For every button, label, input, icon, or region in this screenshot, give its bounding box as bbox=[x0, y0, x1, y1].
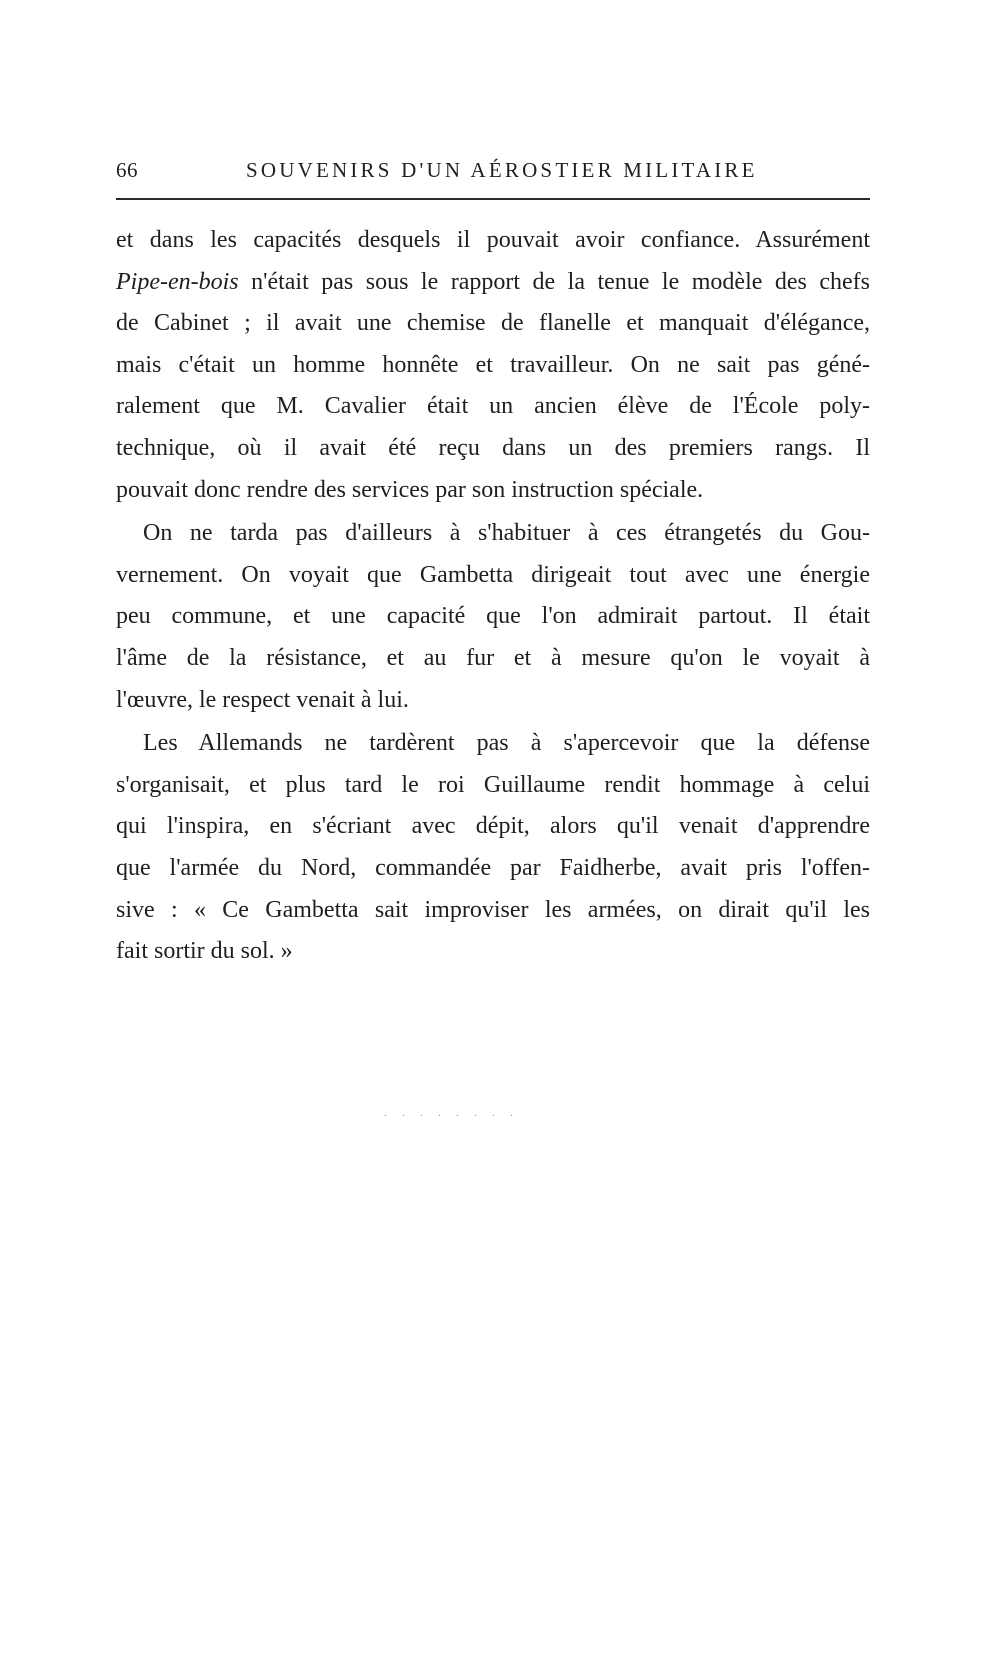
text-line: fait sortir du sol. » bbox=[116, 938, 293, 965]
text-line: l'âme de la résistance, et au fur et à mesure qu'on le voyait à bbox=[116, 644, 870, 671]
text-line: Les Allemands ne tardèrent pas à s'apercevoir que la défense bbox=[143, 730, 870, 757]
text-line: et dans les capacités desquels il pouvait avoir confiance. Assurément bbox=[116, 227, 870, 253]
text-line: sive : « Ce Gambetta sait improviser les armées, on dirait qu'il les bbox=[116, 896, 870, 923]
text-line: s'organisait, et plus tard le roi Guillaume rendit hommage à celui bbox=[116, 771, 870, 798]
text-line: que l'armée du Nord, commandée par Faidherbe, avait pris l'offen- bbox=[116, 854, 870, 881]
page-number: 66 bbox=[116, 158, 138, 182]
text-line: On ne tarda pas d'ailleurs à s'habituer à ces étrangetés du Gou- bbox=[143, 520, 870, 547]
text-line: l'œuvre, le respect venait à lui. bbox=[116, 686, 409, 713]
header-rule bbox=[116, 198, 870, 200]
text-line: technique, où il avait été reçu dans un des premiers rangs. Il bbox=[116, 434, 870, 461]
section-ornament: . . . . . . . . bbox=[384, 1105, 519, 1119]
paragraph-3 bbox=[116, 723, 870, 973]
paragraph-1 bbox=[116, 220, 870, 511]
running-title: SOUVENIRS D'UN AÉROSTIER MILITAIRE bbox=[246, 158, 758, 182]
text-line: peu commune, et une capacité que l'on admirait partout. Il était bbox=[116, 603, 870, 630]
text-line bbox=[116, 262, 870, 304]
text-line: ralement que M. Cavalier était un ancien élève de l'École poly- bbox=[116, 393, 870, 420]
running-head bbox=[116, 150, 870, 190]
text-line: de Cabinet ; il avait une chemise de flanelle et manquait d'élégance, bbox=[116, 310, 870, 337]
paragraph-2 bbox=[116, 513, 870, 721]
text-fragment: n'était pas sous le rapport de la tenue le modèle des chefs bbox=[238, 268, 870, 295]
text-line: pouvait donc rendre des services par son instruction spéciale. bbox=[116, 476, 704, 503]
text-line: vernement. On voyait que Gambetta dirigeait tout avec une énergie bbox=[116, 561, 870, 588]
body-text bbox=[116, 220, 870, 973]
text-line: mais c'était un homme honnête et travailleur. On ne sait pas géné- bbox=[116, 351, 870, 378]
italic-name: Pipe-en-bois bbox=[116, 268, 239, 295]
text-line: qui l'inspira, en s'écriant avec dépit, alors qu'il venait d'apprendre bbox=[116, 813, 870, 840]
